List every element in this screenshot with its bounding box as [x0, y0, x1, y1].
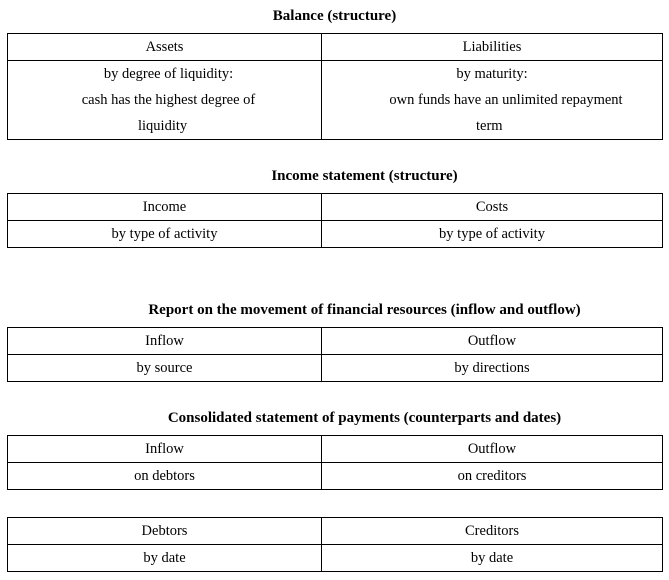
table-header-row: [8, 194, 663, 221]
movement-report-table: [7, 327, 663, 382]
table-row: [8, 61, 663, 140]
table-row: [8, 545, 663, 572]
outflow-header: Outflow: [322, 328, 663, 355]
outflow-on-creditors: on creditors: [322, 463, 663, 490]
outflow-by-directions: by directions: [322, 355, 663, 382]
debtors-creditors-table: [7, 517, 663, 572]
liabilities-line-3: term: [476, 118, 503, 134]
liabilities-line-2: own funds have an unlimited repayment: [389, 92, 623, 108]
costs-header: Costs: [322, 194, 663, 221]
table-header-row: [8, 436, 663, 463]
table-header-row: [8, 34, 663, 61]
table-row: [8, 463, 663, 490]
inflow-header: Inflow: [8, 328, 322, 355]
creditors-header: Creditors: [322, 518, 663, 545]
table-header-row: [8, 328, 663, 355]
assets-line-2: cash has the highest degree of: [81, 92, 256, 108]
income-header: Income: [8, 194, 322, 221]
debtors-by-date: by date: [8, 545, 322, 572]
balance-table: [7, 33, 663, 140]
assets-description: [8, 61, 322, 140]
movement-report-title: Report on the movement of financial resources (inflow and outflow): [148, 302, 581, 318]
assets-header: Assets: [8, 34, 322, 61]
inflow-header: Inflow: [8, 436, 322, 463]
liabilities-header: Liabilities: [322, 34, 663, 61]
table-row: [8, 355, 663, 382]
consolidated-payments-title: Consolidated statement of payments (counterparts and dates): [167, 410, 562, 426]
outflow-header: Outflow: [322, 436, 663, 463]
assets-line-3: liquidity: [138, 118, 188, 134]
liabilities-description: [322, 61, 663, 140]
income-by-type: by type of activity: [8, 221, 322, 248]
creditors-by-date: by date: [322, 545, 663, 572]
inflow-by-source: by source: [8, 355, 322, 382]
table-header-row: [8, 518, 663, 545]
table-row: [8, 221, 663, 248]
liabilities-line-1: by maturity:: [456, 66, 528, 82]
balance-title: Balance (structure): [272, 8, 397, 24]
inflow-on-debtors: on debtors: [8, 463, 322, 490]
income-statement-table: [7, 193, 663, 248]
assets-line-1: by degree of liquidity:: [103, 66, 234, 82]
costs-by-type: by type of activity: [322, 221, 663, 248]
debtors-header: Debtors: [8, 518, 322, 545]
consolidated-payments-table: [7, 435, 663, 490]
income-statement-title: Income statement (structure): [271, 168, 458, 184]
